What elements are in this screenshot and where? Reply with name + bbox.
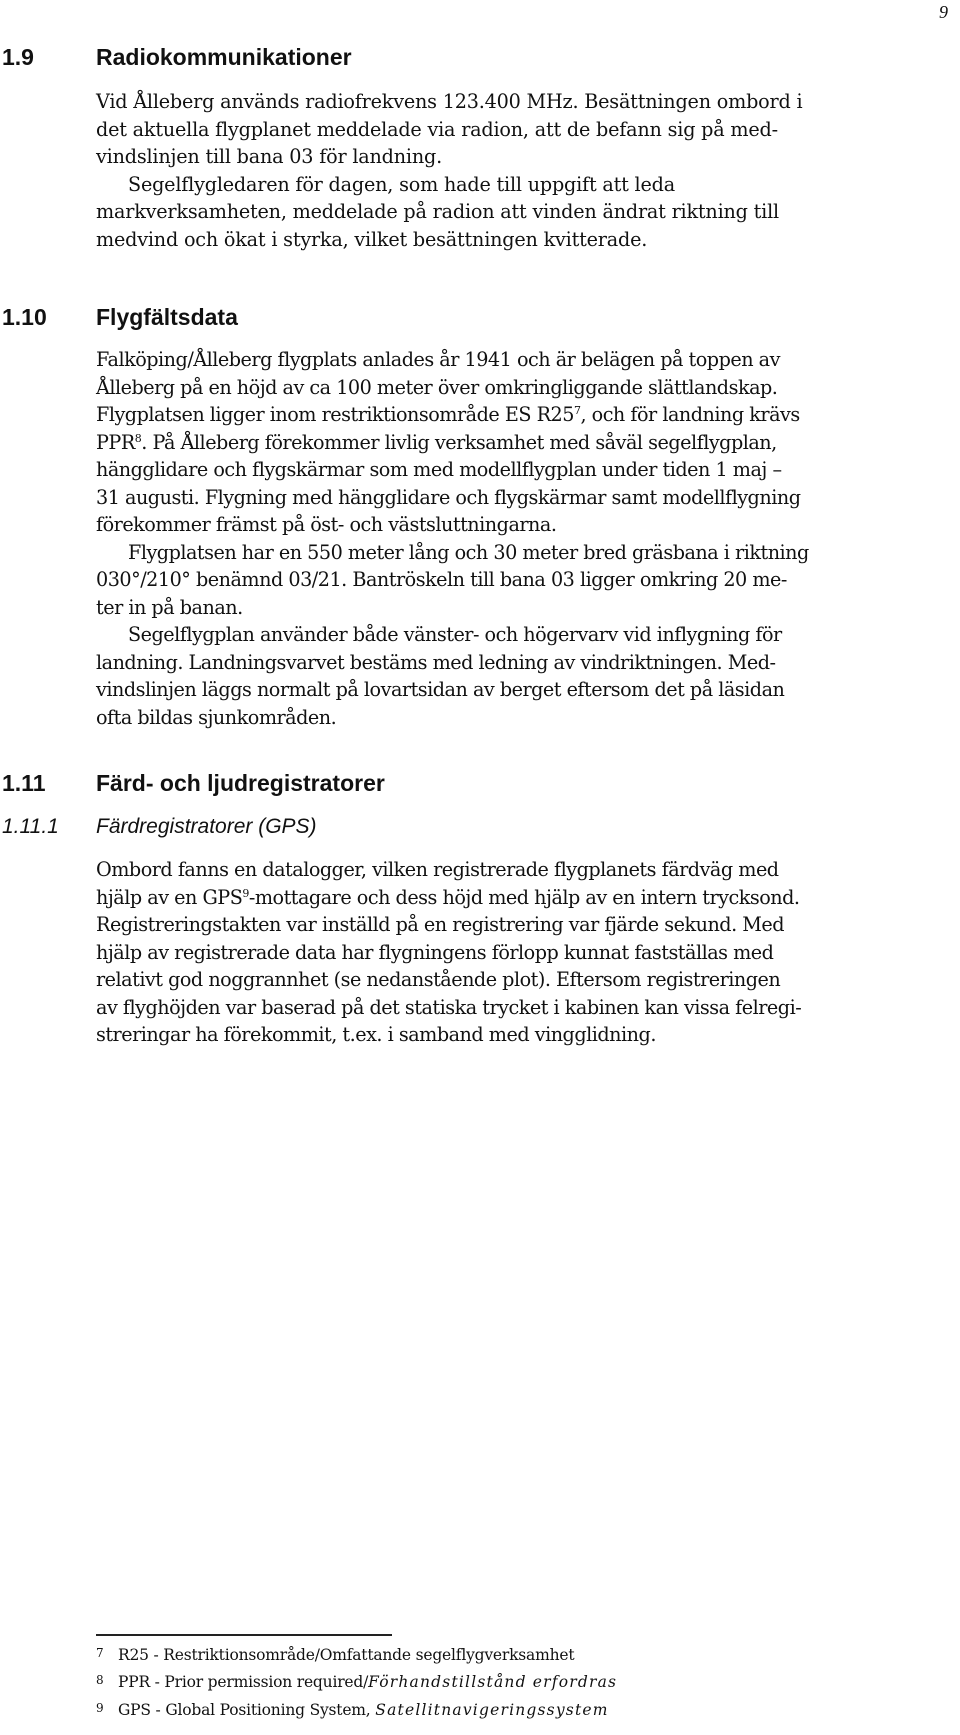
footnote-text: PPR - Prior permission required/ [118,1673,369,1691]
footnote-8 [96,1673,617,1691]
section-title: Flygfältsdata [96,304,238,330]
text-line: Segelflygplan använder både vänster- och högervarv vid inflygning för [128,623,782,646]
text-line: landning. Landningsvarvet bestäms med ledning av vindriktningen. Med- [96,650,776,674]
section-title: Radiokommunikationer [96,44,352,70]
text-line: Falköping/Ålleberg flygplats anlades år 1941 och är belägen på toppen av [96,348,780,371]
text-line: Flygplatsen har en 550 meter lång och 30 meter bred gräsbana i riktning [128,540,809,564]
footnote-mark: 9 [96,1701,104,1715]
text-line: Ombord fanns en datalogger, vilken registrerade flygplanets färdväg med [96,858,779,881]
footnote-italic: Förhandstillstånd erfordras [368,1673,618,1691]
text-line [96,401,938,429]
footnote-text: GPS - Global Positioning System, [118,1701,376,1719]
text-line: streringar ha förekommit, t.ex. i samband med vingglidning. [96,1023,656,1046]
subsection-number: 1.11.1 [2,815,59,838]
section-number: 1.9 [2,44,34,70]
text-line: 030°/210° benämnd 03/21. Bantröskeln till bana 03 ligger omkring 20 me- [96,568,787,591]
footnote-ref-7: 7 [573,404,581,417]
text-run: PPR [96,430,135,454]
footnote-7 [96,1646,574,1664]
text-run: Flygplatsen ligger inom restriktionsområde ES R25 [96,403,574,426]
section-heading-1-10 [2,304,238,331]
text-line: Registreringstakten var inställd på en registrering var fjärde sekund. Med [96,913,785,936]
text-line: Vid Ålleberg används radiofrekvens 123.400 MHz. Besättningen ombord i [96,90,803,113]
text-line: Ålleberg på en höjd av ca 100 meter över omkringliggande slättlandskap. [96,375,778,399]
text-line: förekommer främst på öst- och västsluttningarna. [96,513,557,536]
text-line: relativt god noggrannhet (se nedanstående plot). Eftersom registreringen [96,968,781,991]
text-line: medvind och ökat i styrka, vilket besättningen kvitterade. [96,227,648,251]
footnote-ref-8: 8 [134,431,142,445]
text-line [96,429,938,457]
text-line: markverksamheten, meddelade på radion att vinden ändrat riktning till [96,200,779,223]
paragraph-airfield [96,346,938,731]
text-line: ter in på banan. [96,595,243,619]
footnote-italic: Satellitnavigeringssystem [375,1701,609,1719]
text-line: 31 augusti. Flygning med hängglidare och flygskärmar samt modellflygning [96,485,801,509]
section-title: Färd- och ljudregistratorer [96,770,385,796]
text-line: det aktuella flygplanet meddelade via radion, att de befann sig på med- [96,117,778,141]
subsection-title: Färdregistratorer (GPS) [96,815,317,838]
text-run: -mottagare och dess höjd med hjälp av en intern trycksond. [248,885,800,909]
text-run: hjälp av en GPS [96,885,243,909]
section-heading-1-9 [2,44,352,71]
section-heading-1-11 [2,770,385,797]
footnote-text: R25 - Restriktionsområde/Omfattande segelflygverksamhet [118,1646,575,1664]
section-number: 1.10 [2,304,47,330]
footnote-mark: 7 [96,1646,104,1660]
footnote-ref-9: 9 [242,886,249,900]
text-line: Segelflygledaren för dagen, som hade till uppgift att leda [128,172,675,196]
text-line: vindslinjen till bana 03 för landning. [96,145,442,168]
text-line [96,884,938,912]
text-line: hängglidare och flygskärmar som med modellflygplan under tiden 1 maj – [96,458,782,481]
footnote-divider [96,1634,392,1636]
text-line: vindslinjen läggs normalt på lovartsidan av berget eftersom det på läsidan [96,678,785,701]
footnote-mark: 8 [96,1673,104,1687]
section-number: 1.11 [2,770,46,796]
page-number: 9 [939,2,948,22]
paragraph-gps [96,856,938,1049]
subsection-heading-1-11-1 [2,815,317,839]
text-line: ofta bildas sjunkområden. [96,705,337,729]
text-line: av flyghöjden var baserad på det statiska trycket i kabinen kan vissa felregi- [96,995,802,1019]
text-line: hjälp av registrerade data har flygningens förlopp kunnat fastställas med [96,940,774,964]
text-run: . På Ålleberg förekommer livlig verksamhet med såväl segelflygplan, [141,430,777,454]
paragraph-radio [96,88,938,253]
footnote-9 [96,1701,609,1719]
text-run: , och för landning krävs [580,403,800,426]
